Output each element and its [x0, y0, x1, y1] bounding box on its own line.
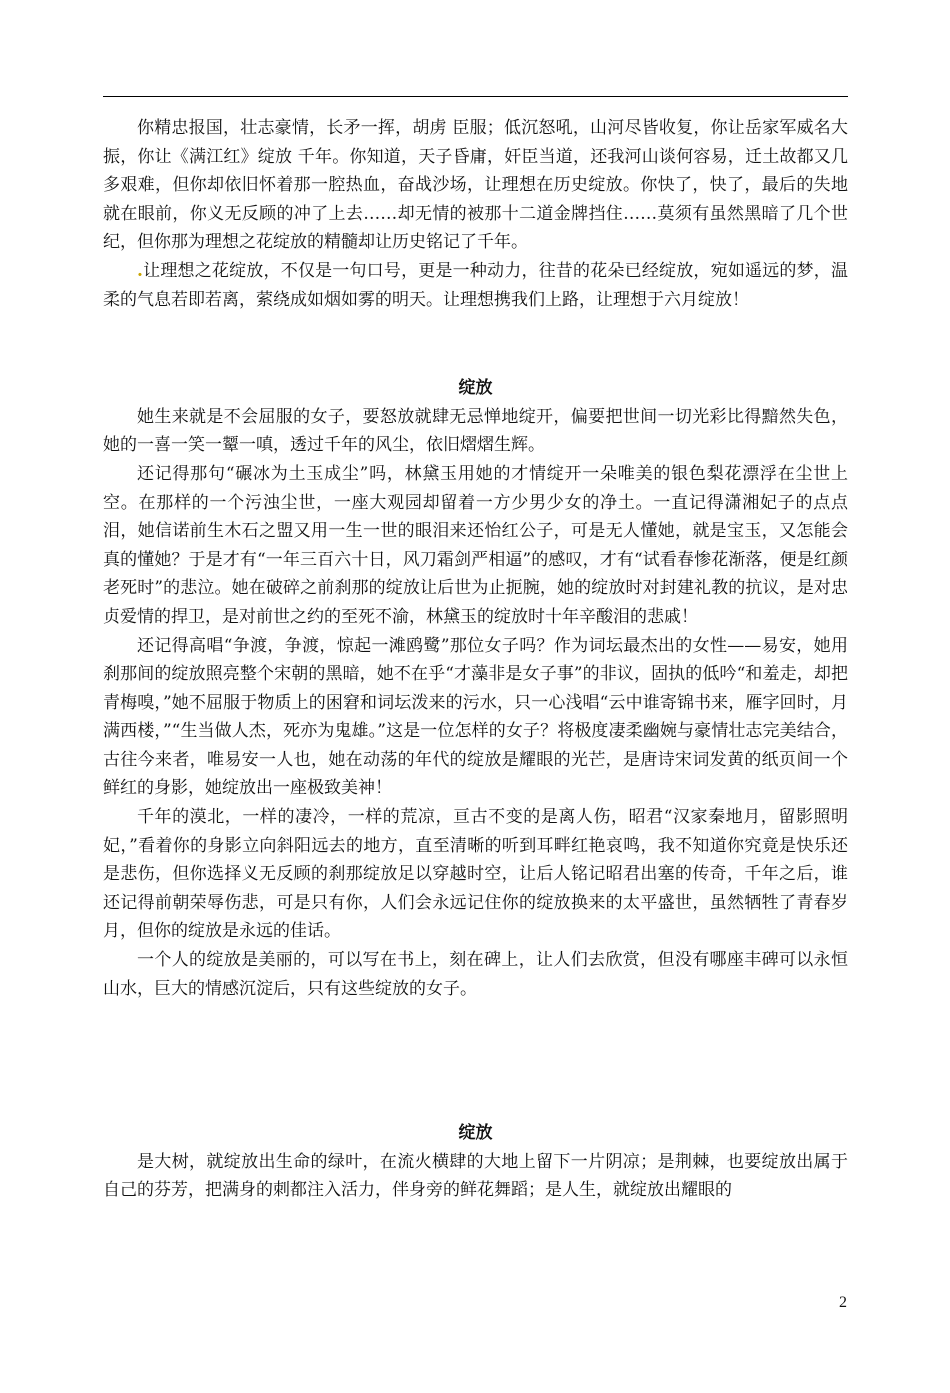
header-rule: [103, 96, 848, 97]
paragraph: 一个人的绽放是美丽的，可以写在书上，刻在碑上，让人们去欣赏，但没有哪座丰碑可以永恒山水，巨大的情感沉淀后，只有这些绽放的女子。: [103, 950, 848, 999]
marker-dot: .: [137, 260, 143, 281]
paragraph-text: 让理想之花绽放，不仅是一句口号，更是一种动力，往昔的花朵已经绽放，宛如遥远的梦，温柔的气息若即若离，萦绕成如烟如雾的明天。让理想携我们上路，让理想于六月绽放！: [103, 260, 848, 310]
paragraph: 你精忠报国，壮志豪情，长矛一挥，胡虏 臣服；低沉怒吼，山河尽皆收复，你让岳家军威名大振，你让《满江红》绽放 千年。你知道，天子昏庸，奸臣当道，还我河山谈何容易，迁土故都又几多艰难，但你却依旧怀着那一腔热血，奋战沙场，让理想在历史绽放。你快了，快了，最后的失地就在眼前，你义无反顾的冲了上去……却无情的被那十二道金牌挡住……莫须有虽然黑暗了几个世纪，但你那为理想之花绽放的精髓却让历史铭记了千年。: [103, 118, 848, 253]
paragraph: 她生来就是不会屈服的女子，要怒放就肆无忌惮地绽开，偏要把世间一切光彩比得黯然失色，她的一喜一笑一颦一嗔，透过千年的风尘，依旧熠熠生辉。: [103, 406, 848, 456]
spacer: [103, 1003, 848, 1119]
page-content: [103, 114, 848, 1205]
section-title: 绽放: [458, 1123, 493, 1144]
spacer: [103, 314, 848, 374]
section-title: 绽放: [458, 378, 493, 399]
page-number: 2: [839, 1294, 847, 1311]
paragraph: 还记得高唱“争渡，争渡，惊起一滩鸥鹭”那位女子吗？作为词坛最杰出的女性——易安，她用刹那间的绽放照亮整个宋朝的黑暗，她不在乎“才藻非是女子事”的非议，固执的低吟“和羞走，却把青梅嗅，”她不屈服于物质上的困窘和词坛泼来的污水，只一心浅唱“云中谁寄锦书来，雁字回时，月满西楼，”“生当做人杰，死亦为鬼雄。”这是一位怎样的女子？将极度凄柔幽婉与豪情壮志完美结合，古往今来者，唯易安一人也，她在动荡的年代的绽放是耀眼的光芒，是唐诗宋词发黄的纸页间一个鲜红的身影，她绽放出一座极致美神！: [103, 635, 848, 799]
paragraph: 是大树，就绽放出生命的绿叶，在流火横肆的大地上留下一片阴凉；是荆棘，也要绽放出属于自己的芬芳，把满身的刺都注入活力，伴身旁的鲜花舞蹈；是人生，就绽放出耀眼的: [103, 1151, 848, 1201]
paragraph: 还记得那句“碾冰为土玉成尘”吗，林黛玉用她的才情绽开一朵唯美的银色梨花漂浮在尘世上空。在那样的一个污浊尘世，一座大观园却留着一方少男少女的净土。一直记得潇湘妃子的点点泪，她信诺前生木石之盟又用一生一世的眼泪来还怡红公子，可是无人懂她，就是宝玉，又怎能会真的懂她？于是才有“一年三百六十日，风刀霜剑严相逼”的感叹，才有“试看春惨花渐落，便是红颜老死时”的悲泣。她在破碎之前刹那的绽放让后世为止扼腕，她的绽放时对封建礼教的抗议，是对忠贞爱情的捍卫，是对前世之约的至死不渝，林黛玉的绽放时十年辛酸泪的悲戚！: [103, 463, 848, 627]
paragraph: [103, 257, 848, 314]
paragraph: 千年的漠北，一样的凄冷，一样的荒凉，亘古不变的是离人伤，昭君“汉家秦地月，留影照明妃，”看着你的身影立向斜阳远去的地方，直至清晰的听到耳畔红艳哀鸣，我不知道你究竟是快乐还是悲伤，但你选择义无反顾的刹那绽放足以穿越时空，让后人铭记昭君出塞的传奇，千年之后，谁还记得前朝荣辱伤悲，可是只有你，人们会永远记住你的绽放换来的太平盛世，虽然牺牲了青春岁月，但你的绽放是永远的佳话。: [103, 807, 848, 942]
